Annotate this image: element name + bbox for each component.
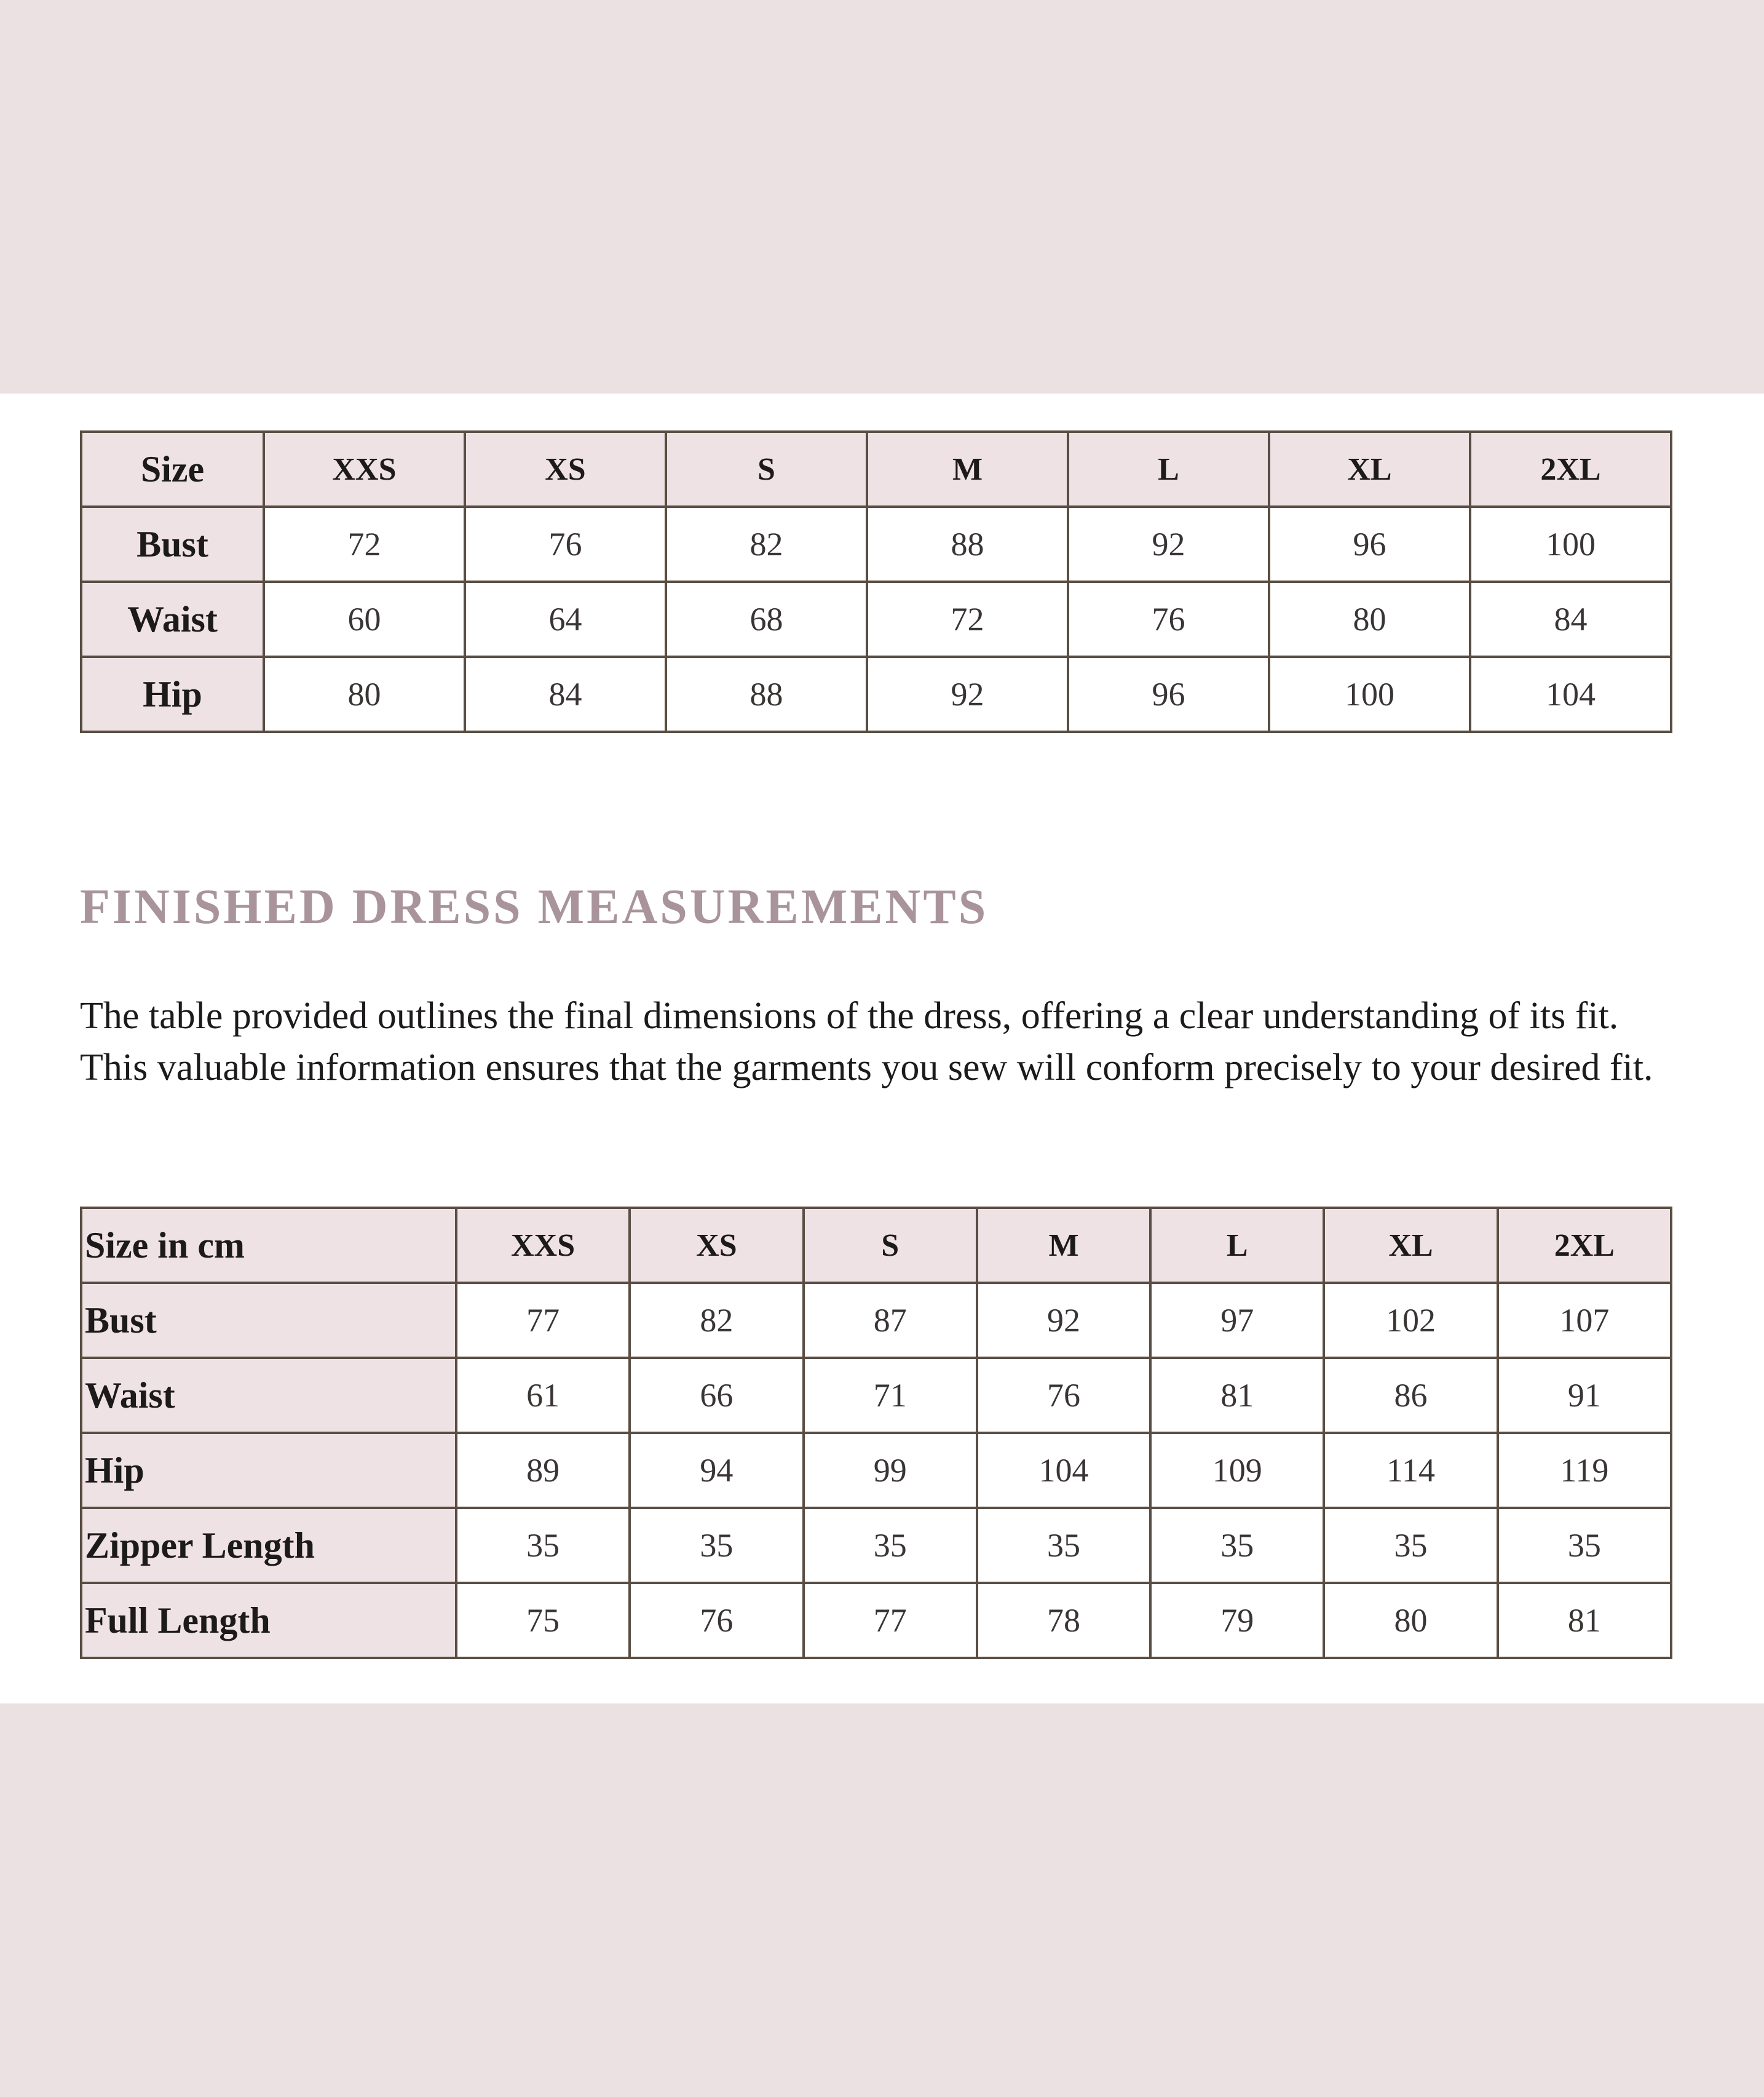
table-cell: 104 [1470, 657, 1671, 732]
row-label: Bust [81, 1283, 456, 1358]
table-cell: 109 [1150, 1433, 1324, 1508]
table-cell: 71 [804, 1358, 977, 1433]
table-row [81, 582, 1671, 657]
table-cell: 89 [456, 1433, 630, 1508]
table-cell: 100 [1269, 657, 1470, 732]
row-label: Waist [81, 582, 264, 657]
row-label: Hip [81, 1433, 456, 1508]
table-header-row [81, 432, 1671, 507]
section-title: FINISHED DRESS MEASUREMENTS [80, 880, 989, 934]
table-cell: 35 [1150, 1508, 1324, 1583]
table-cell: 72 [264, 507, 465, 582]
size-header: M [977, 1208, 1150, 1283]
table-cell: 87 [804, 1283, 977, 1358]
table-row [81, 1508, 1671, 1583]
table-cell: 61 [456, 1358, 630, 1433]
size-header: XS [630, 1208, 803, 1283]
table-cell: 88 [666, 657, 867, 732]
table-cell: 78 [977, 1583, 1150, 1658]
table-cell: 104 [977, 1433, 1150, 1508]
table-cell: 80 [1269, 582, 1470, 657]
table-cell: 77 [456, 1283, 630, 1358]
table-cell: 76 [465, 507, 666, 582]
table-cell: 75 [456, 1583, 630, 1658]
table-cell: 81 [1498, 1583, 1671, 1658]
table-cell: 119 [1498, 1433, 1671, 1508]
table-cell: 84 [1470, 582, 1671, 657]
table-cell: 35 [630, 1508, 803, 1583]
size-header: 2XL [1498, 1208, 1671, 1283]
table-cell: 80 [264, 657, 465, 732]
table-header-row [81, 1208, 1671, 1283]
table-cell: 92 [867, 657, 1068, 732]
table-cell: 66 [630, 1358, 803, 1433]
table-row [81, 657, 1671, 732]
table-cell: 60 [264, 582, 465, 657]
table-cell: 96 [1068, 657, 1269, 732]
table-row [81, 1283, 1671, 1358]
table-cell: 76 [977, 1358, 1150, 1433]
table-cell: 114 [1324, 1433, 1497, 1508]
finished-measurements-table [80, 1207, 1672, 1659]
table-cell: 99 [804, 1433, 977, 1508]
table-cell: 35 [1324, 1508, 1497, 1583]
corner-header: Size [81, 432, 264, 507]
size-header: S [804, 1208, 977, 1283]
table-cell: 80 [1324, 1583, 1497, 1658]
row-label: Hip [81, 657, 264, 732]
row-label: Waist [81, 1358, 456, 1433]
size-header: XL [1269, 432, 1470, 507]
size-header: XXS [264, 432, 465, 507]
table-cell: 82 [666, 507, 867, 582]
table-cell: 64 [465, 582, 666, 657]
table-cell: 94 [630, 1433, 803, 1508]
table-row [81, 1433, 1671, 1508]
table-cell: 86 [1324, 1358, 1497, 1433]
table-cell: 92 [1068, 507, 1269, 582]
table-cell: 76 [630, 1583, 803, 1658]
top-background-band [0, 0, 1764, 394]
size-header: S [666, 432, 867, 507]
table-cell: 79 [1150, 1583, 1324, 1658]
table-cell: 76 [1068, 582, 1269, 657]
row-label: Zipper Length [81, 1508, 456, 1583]
size-header: XL [1324, 1208, 1497, 1283]
table-cell: 72 [867, 582, 1068, 657]
table-cell: 102 [1324, 1283, 1497, 1358]
bottom-background-band [0, 1703, 1764, 2097]
table-cell: 97 [1150, 1283, 1324, 1358]
table-row [81, 1358, 1671, 1433]
table-cell: 96 [1269, 507, 1470, 582]
corner-header: Size in cm [81, 1208, 456, 1283]
table-row [81, 507, 1671, 582]
table-row [81, 1583, 1671, 1658]
table-cell: 92 [977, 1283, 1150, 1358]
table-cell: 100 [1470, 507, 1671, 582]
table-cell: 91 [1498, 1358, 1671, 1433]
table-cell: 84 [465, 657, 666, 732]
table-cell: 35 [456, 1508, 630, 1583]
document-page [0, 394, 1764, 1703]
table-cell: 81 [1150, 1358, 1324, 1433]
table-cell: 88 [867, 507, 1068, 582]
size-header: L [1150, 1208, 1324, 1283]
size-header: L [1068, 432, 1269, 507]
table-cell: 82 [630, 1283, 803, 1358]
table-cell: 107 [1498, 1283, 1671, 1358]
row-label: Bust [81, 507, 264, 582]
size-header: M [867, 432, 1068, 507]
table-cell: 35 [977, 1508, 1150, 1583]
table-cell: 77 [804, 1583, 977, 1658]
size-header: 2XL [1470, 432, 1671, 507]
size-header: XS [465, 432, 666, 507]
table-cell: 35 [804, 1508, 977, 1583]
size-header: XXS [456, 1208, 630, 1283]
row-label: Full Length [81, 1583, 456, 1658]
table-cell: 35 [1498, 1508, 1671, 1583]
body-measurements-table [80, 430, 1672, 733]
intro-paragraph: The table provided outlines the final dimensions of the dress, offering a clear understanding of its fit. This valuable information ensures that the garments you sew will conform precisely to your desired fit. [80, 995, 1653, 1088]
table-cell: 68 [666, 582, 867, 657]
